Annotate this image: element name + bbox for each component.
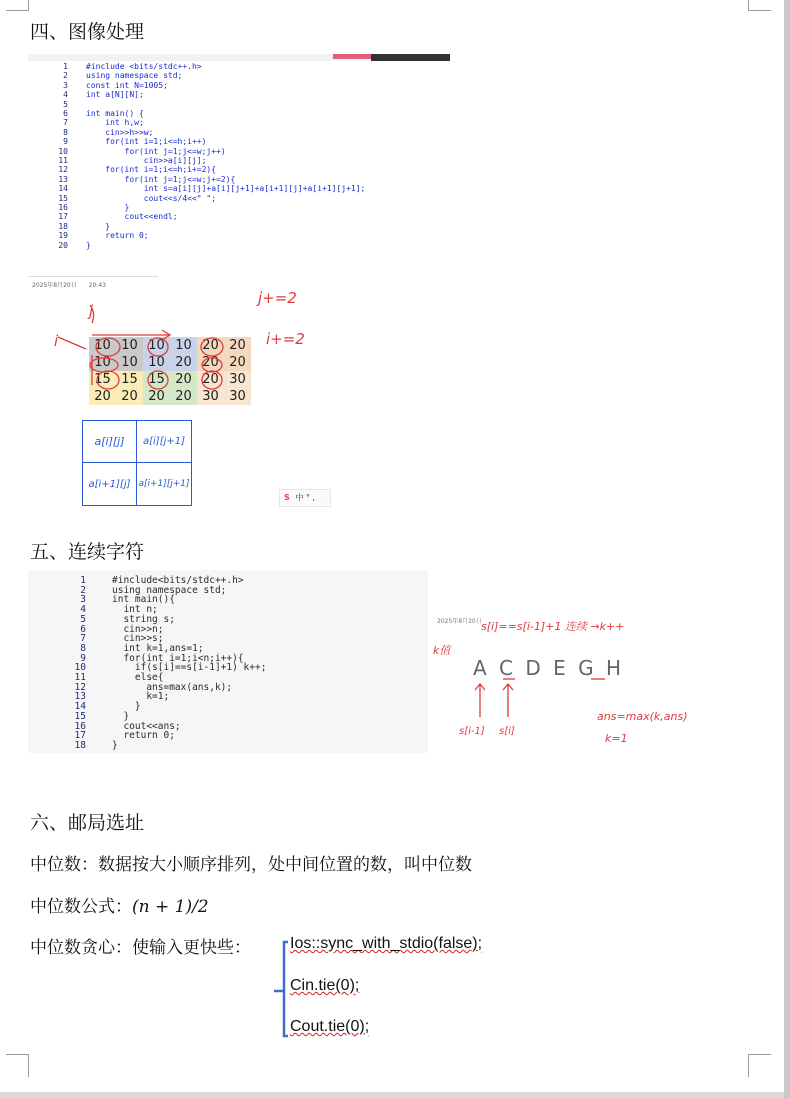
code-line-number: 5 [63,99,68,109]
code-line: } [86,203,130,212]
grid-cell: 15 [148,372,165,387]
code-line-number: 9 [63,137,68,147]
grid-cell: 20 [121,389,138,404]
code-line-number: 8 [80,642,86,654]
code-line: cout<<s/4<<" "; [86,193,217,203]
grid-cell: 30 [229,372,246,387]
code-line-number: 6 [80,623,86,635]
code-line-number: 11 [58,156,68,165]
code-line-number: 18 [74,739,86,751]
code-line-number: 2 [80,584,86,596]
code-line-number: 16 [58,203,68,212]
hand-note-k: k值 [433,644,451,657]
code-line-number: 12 [74,681,86,693]
code-line-number: 3 [63,80,68,90]
code-line: using namespace std; [112,584,227,596]
box-cell-br: a[i+1][j+1] [138,479,190,489]
code-line: const int N=1005; [86,80,168,90]
code-line-number: 17 [74,730,86,742]
code-line: } [112,739,118,751]
code-line-number: 20 [58,240,68,250]
code-line: } [86,240,91,250]
code-line-number: 9 [80,652,86,664]
ime-status: 中 ° , [295,493,315,502]
hand-mark-i: i [54,332,59,350]
code-line: cout<<endl; [86,212,178,222]
grid-cell: 15 [94,372,111,387]
code-header-dark [371,54,450,61]
code-line: string s; [112,613,175,625]
grid-cell: 10 [121,338,138,353]
hand-note-ans: ans=max(k,ans) [597,710,688,723]
code-line-number: 19 [58,231,68,241]
corner-mark-top-left [6,0,29,11]
hand-label-curr: s[i] [499,726,515,737]
box-cell-bl: a[i+1][j] [83,463,137,505]
section-heading-6: 六、邮局选址 [30,812,145,834]
median-formula-label: 中位数公式： [30,897,132,917]
code-line-number: 4 [80,604,86,616]
screenshot-time: 20:43 [88,282,106,289]
brace-bracket [272,940,292,1040]
grid-cell: 10 [148,338,165,353]
code-line: else{ [112,672,164,683]
code-line-number: 10 [58,146,68,156]
code-header-accent [333,54,371,59]
screenshot-date: 2025年8月20日 [32,282,77,289]
code-line: } [112,710,130,722]
code-line-number: 17 [58,212,68,222]
code-line: for(int i=1;i<n;i++){ [112,652,244,664]
code-line-number: 1 [63,62,68,71]
code-line: int k=1,ans=1; [112,642,204,654]
code-line: using namespace std; [86,71,183,81]
code-line-number: 12 [58,165,68,175]
grid-cell: 20 [202,338,219,353]
io-line-cin: Cin.tie(0); [290,977,360,994]
median-formula: (n + 1)/2 [132,897,209,917]
code-line-number: 14 [74,701,86,713]
code-line: if(s[i]==s[i-1]+1) k++; [112,662,267,674]
io-line-cout: Cout.tie(0); [290,1018,370,1035]
code-line-number: 16 [74,720,86,732]
code-line: ans=max(ans,k); [112,681,233,693]
grid-cell: 20 [94,389,111,404]
ime-logo-icon: S [284,493,290,502]
hand-mark-j: j [89,302,94,320]
code-line: return 0; [86,231,149,241]
box-cell-tr: a[i][j+1] [137,421,191,463]
corner-mark-top-right [748,0,771,11]
blue-box-diagram [82,420,192,506]
code-line-number: 4 [63,90,68,100]
code-line: cin>>s; [112,633,164,645]
hand-note-i: i+=2 [266,330,305,348]
grid-cell: 20 [175,355,192,370]
code-line-number: 13 [58,174,68,184]
code-line: #include <bits/stdc++.h> [86,62,202,71]
grid-cell: 10 [175,338,192,353]
code-line-number: 2 [63,71,68,81]
code-line: int main() { [86,109,144,118]
code-line-number: 13 [74,691,86,703]
code-line: int s=a[i][j]+a[i][j+1]+a[i+1][j]+a[i+1][j+1]; [86,184,366,194]
code-line: for(int i=1;i<=h;i++) [86,137,207,147]
grid-cell: 20 [148,389,165,404]
code-line: } [86,221,111,231]
code-line-number: 18 [58,221,68,231]
code-line: for(int j=1;j<=w;j+=2){ [86,174,236,184]
code-line: #include<bits/stdc++.h> [112,575,244,586]
grid-cell: 15 [121,372,138,387]
code-line-number: 15 [58,193,68,203]
code-line: for(int i=1;i<=h;i+=2){ [86,165,217,175]
median-greedy-label: 中位数贪心：使输入更快些： [30,938,251,958]
code-line: for(int j=1;j<=w;j++) [86,146,226,156]
grid-cell: 10 [148,355,165,370]
code-block-image-processing [28,54,450,254]
io-line-sync: Ios::sync_with_stdio(false); [290,935,483,952]
ime-toolbar [279,489,331,507]
corner-mark-bottom-right [748,1054,771,1077]
code-line-number: 8 [63,127,68,137]
hand-note-condition: s[i]==s[i-1]+1 连续 →k++ [481,620,625,633]
section-heading-5: 五、连续字符 [30,541,145,563]
code-line: cout<<ans; [112,720,181,732]
hand-note-k-reset: k=1 [605,732,628,745]
screenshot-2-caption: 2025年8月20日 [437,618,482,625]
grid-cell: 20 [229,338,246,353]
grid-cell: 20 [175,372,192,387]
grid-cell: 20 [175,389,192,404]
code-line-number: 15 [74,710,86,722]
code-line-number: 5 [80,613,86,625]
code-line-number: 7 [80,633,86,645]
grid-cell: 10 [94,338,111,353]
code-line-number: 14 [58,184,68,194]
window-edge-bar [784,0,790,1098]
code-line: k=1; [112,691,170,703]
hand-label-prev: s[i-1] [459,726,485,737]
median-definition: 中位数：数据按大小顺序排列，处中间位置的数，叫中位数 [30,855,472,875]
code-line-number: 1 [80,575,86,586]
code-line-number: 10 [74,662,86,674]
code-line-number: 7 [63,118,68,128]
code-line: } [112,701,141,713]
code-line: cin>>a[i][j]; [86,156,207,165]
code-line: return 0; [112,730,175,742]
box-cell-tl: a[i][j] [83,421,137,463]
corner-mark-bottom-left [6,1054,29,1077]
grid-cell: 30 [202,389,219,404]
screenshot-2 [433,612,711,757]
grid-cell: 20 [229,355,246,370]
code-line: int main(){ [112,594,175,606]
code-block-consecutive-chars [28,570,428,753]
grid-cell: 30 [229,389,246,404]
section-heading-4: 四、图像处理 [30,21,145,43]
grid-cell: 20 [202,372,219,387]
letters-sequence: A C D E G H [473,656,625,680]
hand-note-j: j+=2 [258,289,297,307]
code-line-number: 6 [63,109,68,118]
code-line: int h,w; [86,118,144,128]
code-line: int a[N][N]; [86,90,144,100]
grid-cell: 10 [94,355,111,370]
grid-cell: 10 [121,355,138,370]
grid-cell: 20 [202,355,219,370]
code-line-number: 11 [74,672,86,683]
code-line: cin>>h>>w; [86,127,154,137]
median-formula-line [30,892,209,917]
code-line: int n; [112,604,158,616]
code-line: cin>>n; [112,623,164,635]
code-line-number: 3 [80,594,86,606]
